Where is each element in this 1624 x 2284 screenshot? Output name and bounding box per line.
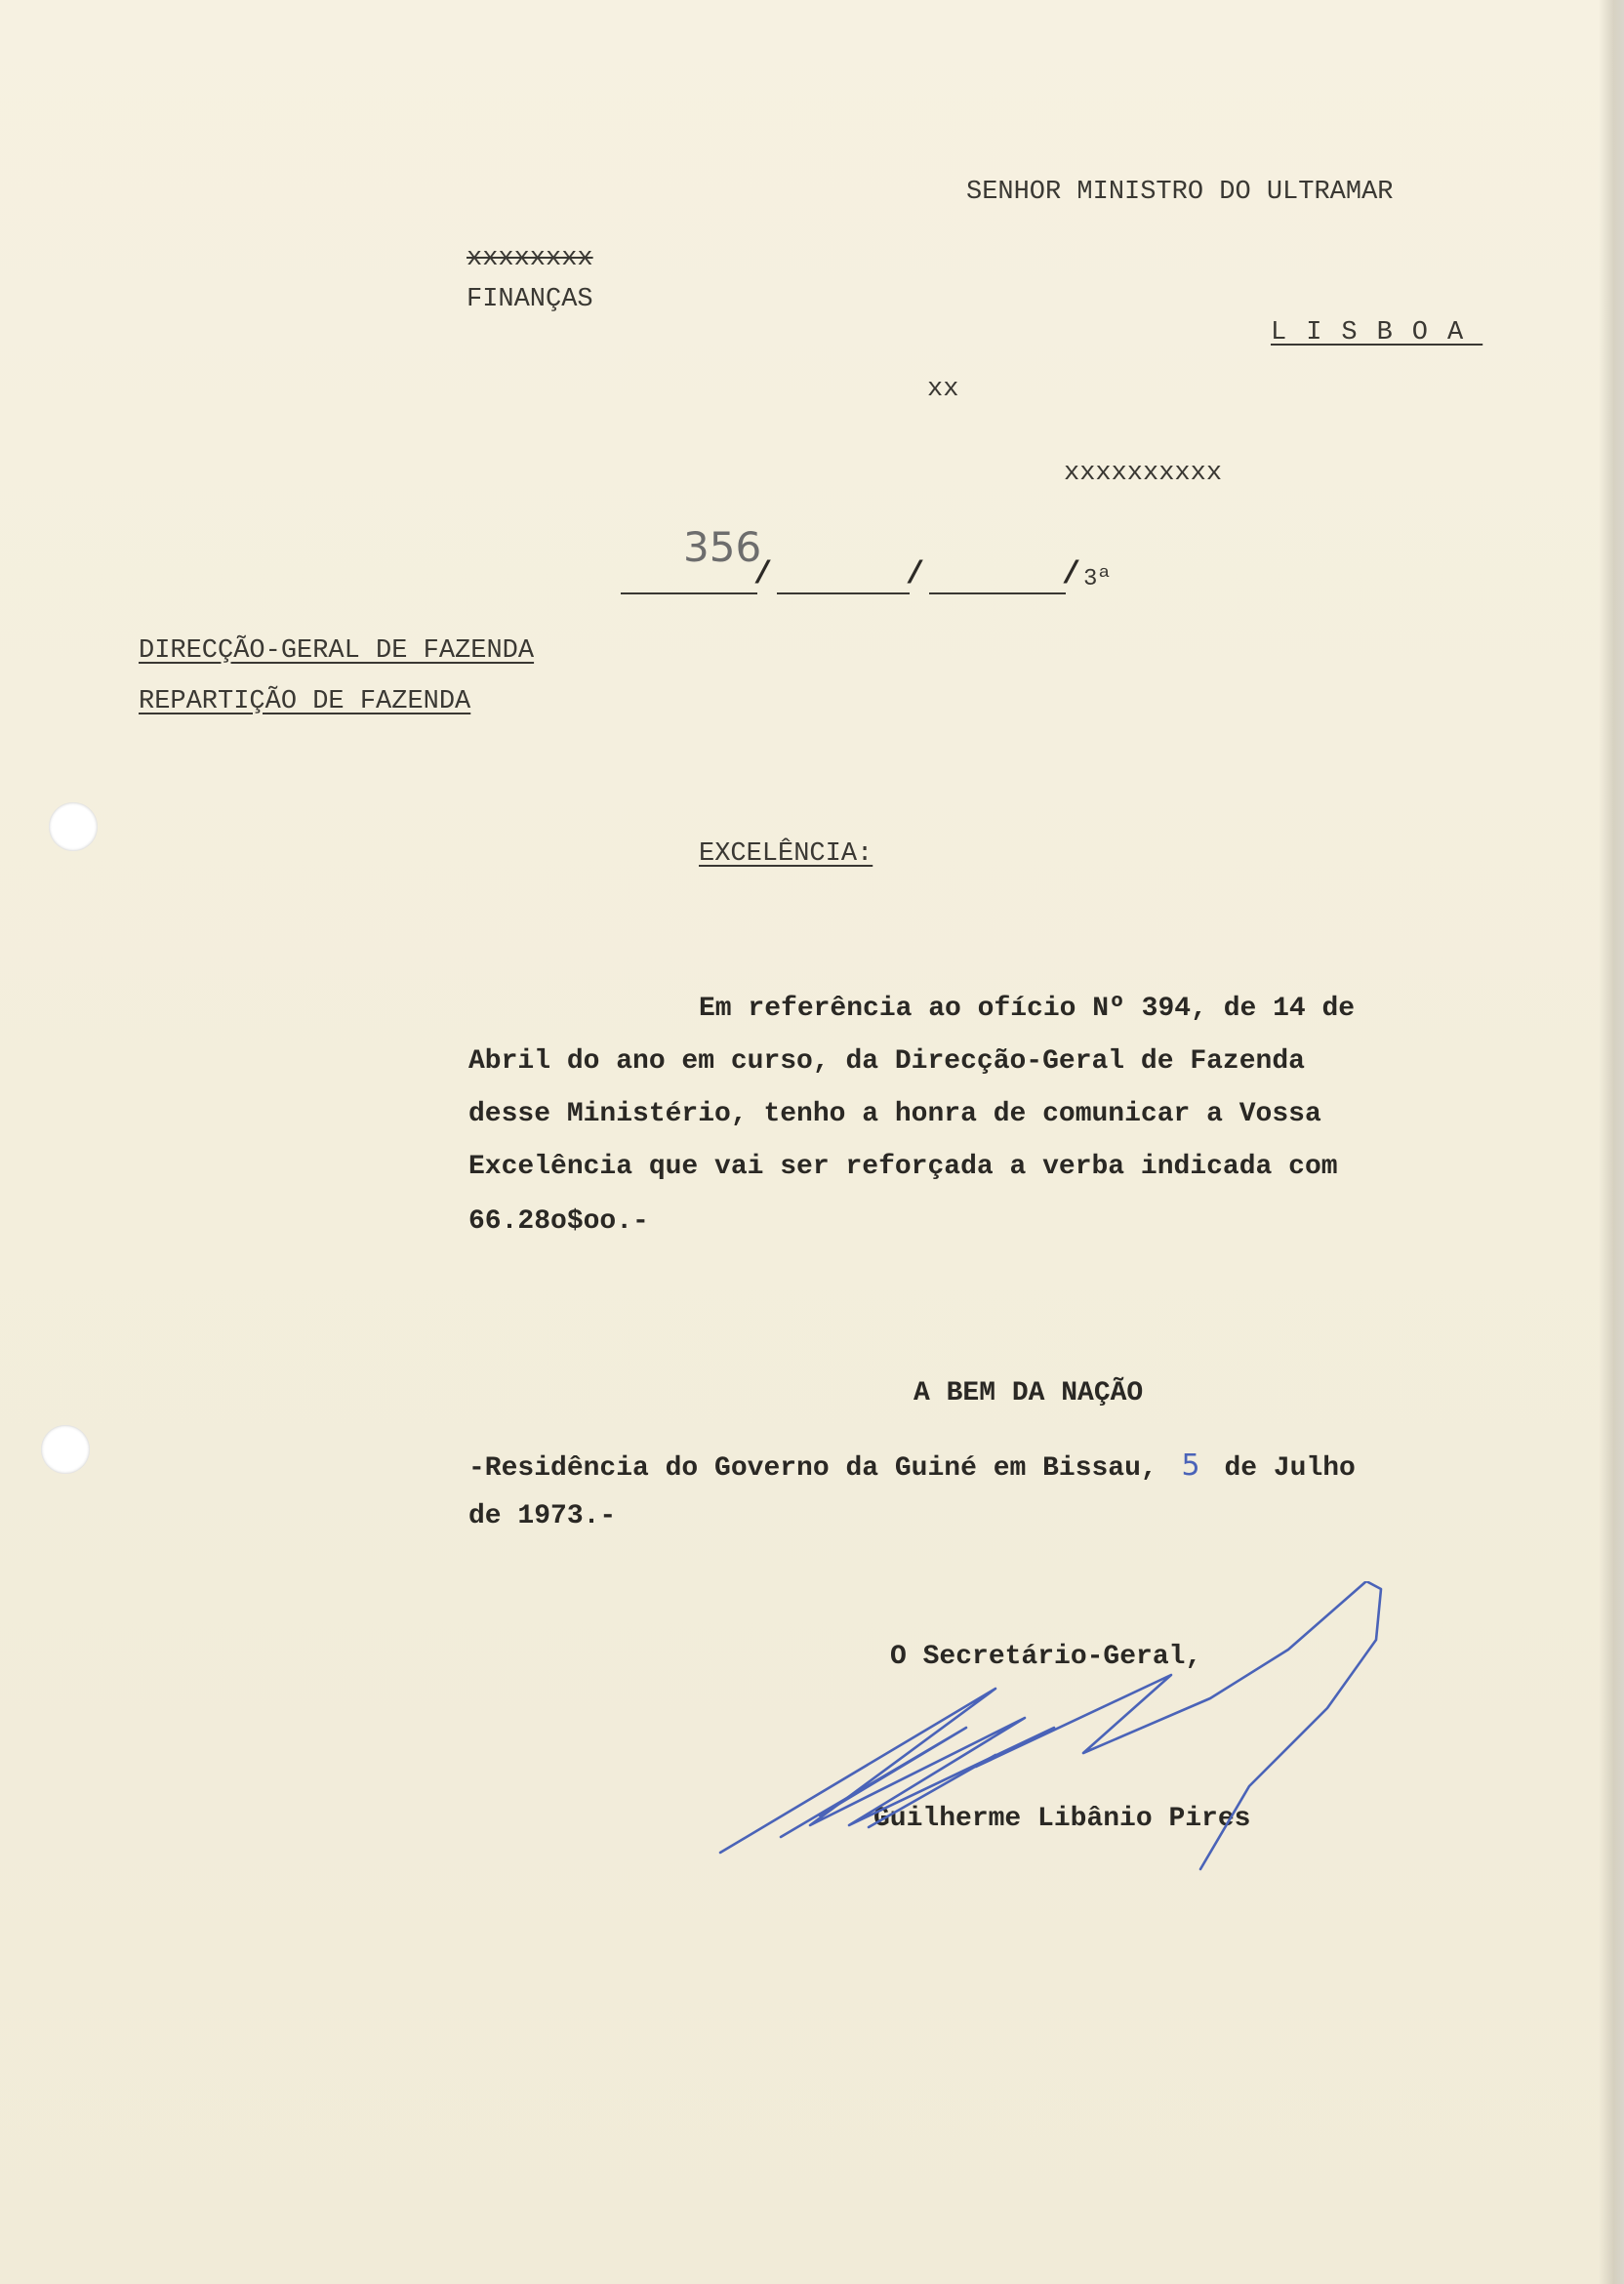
body-line-1: Em referência ao ofício Nº 394, de 14 de bbox=[699, 994, 1356, 1024]
ref-blank-1 bbox=[621, 592, 757, 594]
reference-series: 3ª bbox=[1083, 566, 1112, 592]
body-line-2: Abril do ano em curso, da Direcção-Geral de Fazenda bbox=[468, 1046, 1305, 1077]
closing-day: 5 bbox=[1181, 1448, 1200, 1483]
mark-xxx: xxxxxxxxxx bbox=[1064, 459, 1223, 488]
body-line-5: 66.28o$oo.- bbox=[468, 1206, 649, 1237]
sender-dept: FINANÇAS bbox=[467, 285, 593, 314]
ref-slash-1: / bbox=[753, 556, 773, 592]
ref-blank-2 bbox=[777, 592, 910, 594]
page-edge bbox=[1599, 0, 1624, 2284]
closing-place-post: de Julho bbox=[1224, 1453, 1356, 1484]
body-line-4: Excelência que vai ser reforçada a verba indicada com bbox=[468, 1152, 1338, 1182]
closing-motto: A BEM DA NAÇÃO bbox=[914, 1378, 1144, 1408]
sender-crossed: xxxxxxxx bbox=[467, 244, 593, 273]
body-line-3: desse Ministério, tenho a honra de comunicar a Vossa bbox=[468, 1099, 1321, 1129]
mark-xx: xx bbox=[927, 375, 959, 404]
addressee-line: SENHOR MINISTRO DO ULTRAMAR bbox=[966, 178, 1394, 207]
closing-place-pre: -Residência do Governo da Guiné em Bissau, bbox=[468, 1453, 1157, 1484]
ref-slash-2: / bbox=[906, 556, 925, 592]
ref-slash-3: / bbox=[1062, 556, 1081, 592]
office-line1: DIRECÇÃO-GERAL DE FAZENDA bbox=[139, 636, 535, 666]
signatory-title: O Secretário-Geral, bbox=[890, 1642, 1202, 1672]
salutation: EXCELÊNCIA: bbox=[699, 839, 873, 869]
reference-number: 356 bbox=[683, 523, 762, 571]
ref-blank-3 bbox=[929, 592, 1066, 594]
office-line2: REPARTIÇÃO DE FAZENDA bbox=[139, 687, 471, 716]
punch-hole-bottom bbox=[41, 1425, 90, 1474]
handwritten-signature bbox=[703, 1581, 1386, 1874]
closing-year: de 1973.- bbox=[468, 1501, 617, 1531]
signatory-name: Guilherme Libânio Pires bbox=[873, 1804, 1251, 1834]
punch-hole-top bbox=[49, 802, 98, 851]
closing-place bbox=[468, 1448, 1356, 1484]
addressee-city: LISBOA bbox=[1271, 318, 1483, 347]
